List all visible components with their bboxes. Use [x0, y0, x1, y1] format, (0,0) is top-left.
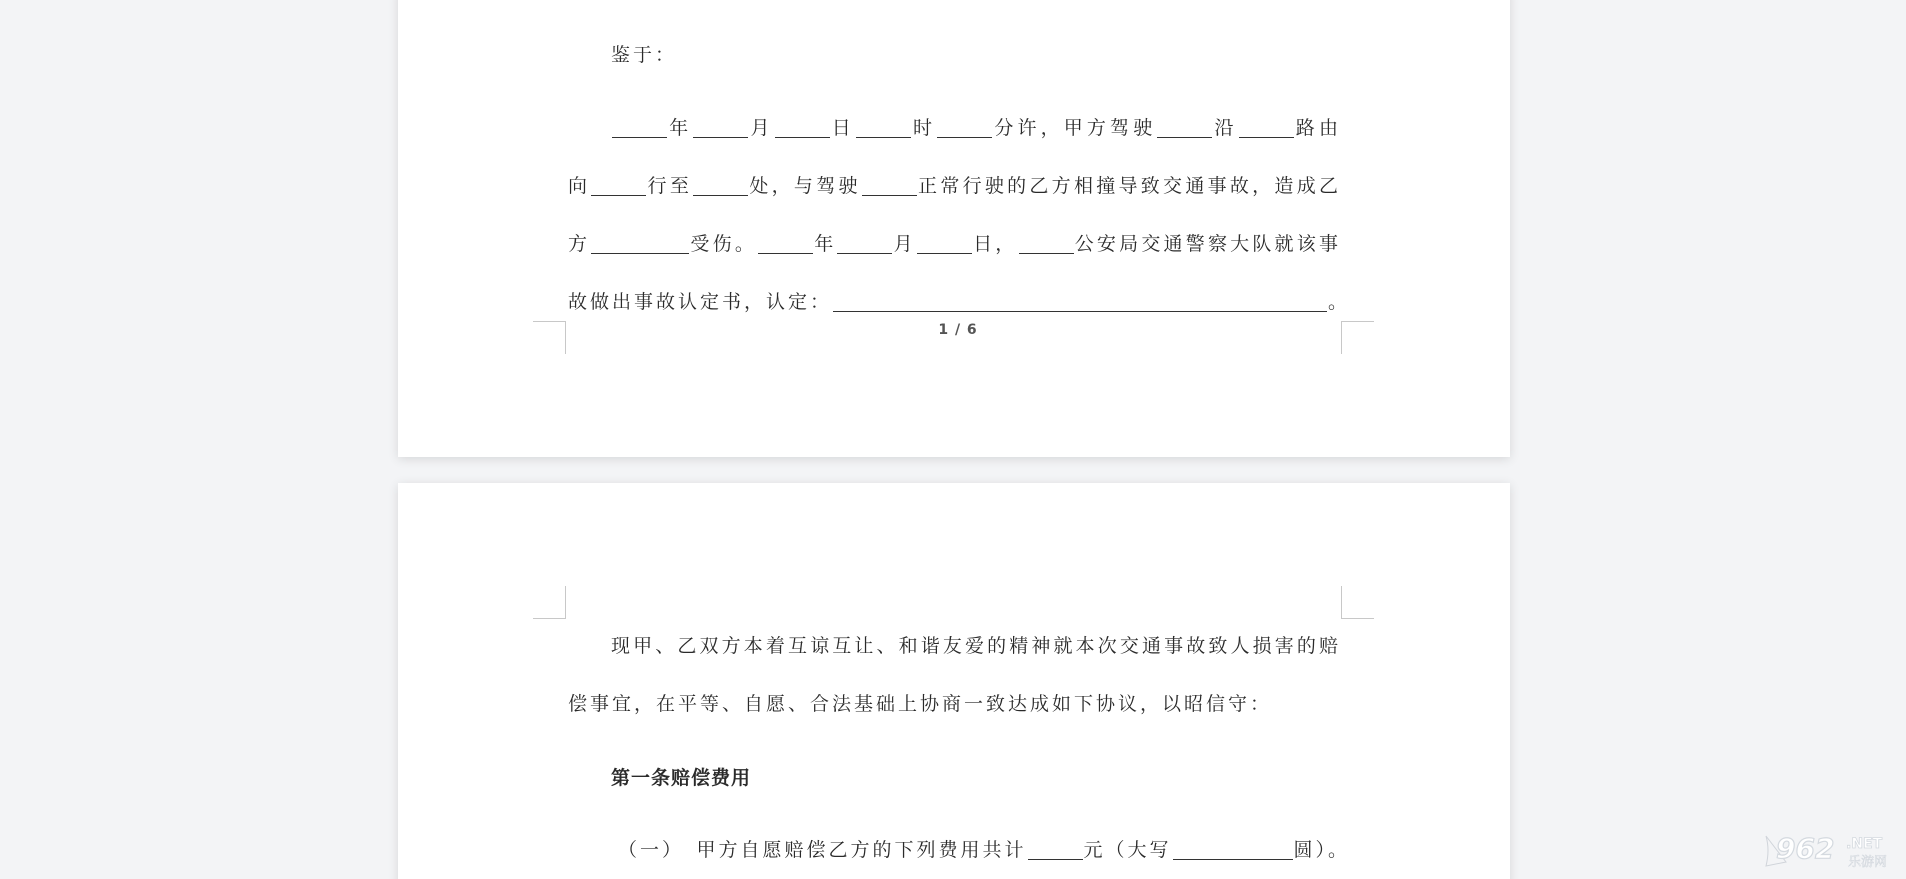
blank-report-year [758, 233, 813, 254]
blank-location [693, 175, 748, 196]
crop-mark-top-right [1341, 321, 1374, 354]
paragraph-accident-line-1: 年 月 日 时 分许，甲方驾驶 沿 路由 [611, 114, 1341, 142]
blank-injury [591, 233, 689, 254]
blank-amount [1028, 839, 1083, 860]
paragraph-accident-line-4: 故做出事故认定书，认定： 。 [568, 291, 1351, 313]
article-heading: 第一条赔偿费用 [611, 767, 752, 789]
page-number: 1 / 6 [938, 322, 978, 338]
blank-minute [937, 117, 992, 138]
watermark-suffix: .NET [1846, 836, 1883, 852]
paragraph-agreement-line-1: 现甲、乙双方本着互谅互让、和谐友爱的精神就本次交通事故致人损害的赔 [611, 635, 1341, 657]
blank-year [612, 117, 667, 138]
crop-mark-bottom-right [1341, 586, 1374, 619]
blank-report-month [837, 233, 892, 254]
blank-determination [833, 291, 1327, 312]
blank-road [1239, 117, 1294, 138]
site-watermark-logo [1764, 832, 1898, 872]
blank-other-vehicle [862, 175, 917, 196]
crop-mark-bottom-left [533, 586, 566, 619]
blank-vehicle [1157, 117, 1212, 138]
watermark-number: 962 [1776, 832, 1835, 865]
article-item-1: （一） 甲方自愿赔偿乙方的下列费用共计 元（大写 圆）。 [618, 839, 1351, 861]
paragraph-accident-line-3: 方 受伤。 年 月 日， 公安局交通警察大队就该事 [568, 233, 1341, 255]
blank-month [693, 117, 748, 138]
document-page-2 [398, 483, 1510, 879]
paragraph-agreement-line-2: 偿事宜，在平等、自愿、合法基础上协商一致达成如下协议，以昭信守： [568, 693, 1273, 715]
watermark-subtitle: 乐游网 [1848, 855, 1888, 870]
blank-police-bureau [1019, 233, 1074, 254]
watermark-logo-icon [1764, 832, 1898, 872]
paragraph-intro: 鉴于： [611, 44, 678, 66]
crop-mark-top-left [533, 321, 566, 354]
blank-direction [591, 175, 646, 196]
blank-report-day [917, 233, 972, 254]
blank-day [775, 117, 830, 138]
paragraph-accident-line-2: 向 行至 处，与驾驶 正常行驶的乙方相撞导致交通事故，造成乙 [568, 175, 1341, 197]
blank-hour [856, 117, 911, 138]
blank-amount-in-words [1173, 839, 1293, 860]
